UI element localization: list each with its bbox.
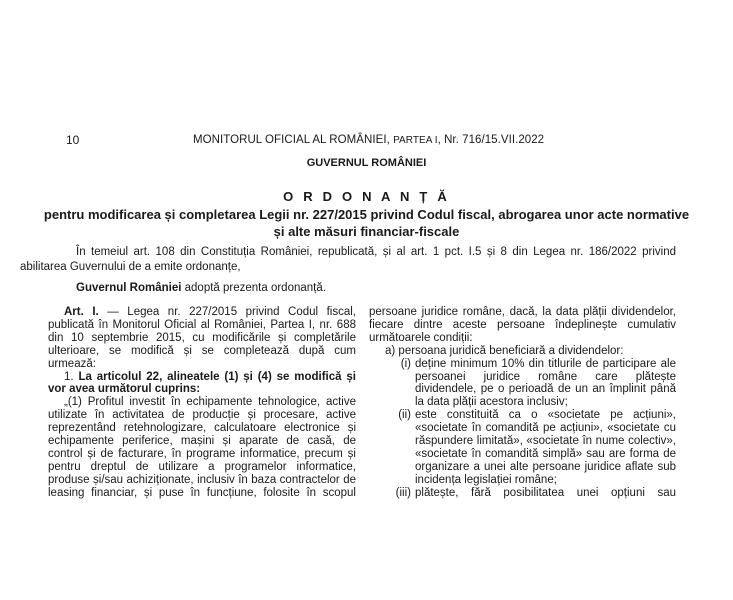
- point-heading: La articolul 22, alineatele (1) și (4) se modifică și vor avea următorul cuprins:: [48, 370, 356, 396]
- item-a: a) persoana juridică beneficiară a dividendelor:: [385, 344, 624, 357]
- adoption-rest: adoptă prezenta ordonanță.: [181, 282, 326, 294]
- article-label: Art. I.: [64, 306, 99, 318]
- article-one-paragraph: [48, 306, 356, 371]
- list-item-number: (ii): [398, 409, 411, 422]
- issuer-heading: GUVERNUL ROMÂNIEI: [306, 157, 427, 169]
- running-head-main: MONITORUL OFICIAL AL ROMÂNIEI,: [193, 134, 394, 146]
- list-item: [369, 409, 676, 486]
- list-item-text: plătește, fără posibilitatea unei opțiuni sau: [415, 486, 676, 499]
- article-text: — Legea nr. 227/2015 privind Codul fiscal, publicată în Monitorul Oficial al României, Partea I, nr. 688 din 10 septembrie 2015, cu modificările și completările ulterioare, se modifică și se completează după cum urmează:: [48, 306, 357, 370]
- document-title: O R D O N A N Ț Ă: [283, 189, 450, 204]
- point-number: 1.: [64, 370, 79, 383]
- page-crop-edge: [0, 500, 733, 600]
- point-one-paragraph: [48, 371, 356, 397]
- document-subtitle: pentru modificarea și completarea Legii nr. 227/2015 privind Codul fiscal, abrogarea unor acte normative și alte măsuri financiar-fiscale: [43, 207, 690, 239]
- right-intro-paragraph: persoane juridice române, dacă, la data plății dividendelor, fiecare dintre aceste persoane îndeplinește cumulativ următoarele condiții:: [369, 306, 676, 344]
- list-item: [369, 358, 676, 410]
- adoption-subject: Guvernul României: [76, 282, 182, 294]
- page-number: 10: [66, 133, 80, 147]
- running-head-issue: , Nr. 716/15.VII.2022: [437, 134, 545, 146]
- preamble-paragraph: În temeiul art. 108 din Constituția României, republicată, și al art. 1 pct. I.5 și 8 din Legea nr. 186/2022 privind abilitarea Guvernului de a emite ordonanțe,: [20, 246, 676, 273]
- quoted-paragraph: „(1) Profitul investit în echipamente tehnologice, active utilizate în activitatea de producție și procesare, active reprezentând retehnologizare, calculatoare electronice și echipamente periferice, mașini și aparate de casă, de control și de facturare, în programe informatice, precum și pentru dreptul de utilizare a programelor informatice, produse și/sau achiziționate, inclusiv în baza contractelor de leasing financiar, și puse în funcțiune, folosite în scopul: [48, 396, 356, 499]
- right-column: [369, 306, 676, 525]
- list-item-text: este constituită ca o «societate pe acțiuni», «societate în comandită pe acțiuni», «societate cu răspundere limitată», «societate în nume colectiv», «societate în comandită simplă» sau are forma de organizare a unei alte persoane juridice aflate sub incidența legislației române;: [415, 409, 676, 486]
- running-head: [193, 134, 544, 146]
- list-item-text: deține minimum 10% din titlurile de participare ale persoanei juridice române care plătește dividendele, pe o perioadă de un an împlinit până la data plății acestora inclusiv;: [415, 357, 676, 409]
- running-head-part: PARTEA I: [393, 135, 438, 146]
- list-item-number: (iii): [395, 486, 411, 499]
- adoption-line: [76, 282, 326, 294]
- list-item-number: (i): [400, 357, 411, 370]
